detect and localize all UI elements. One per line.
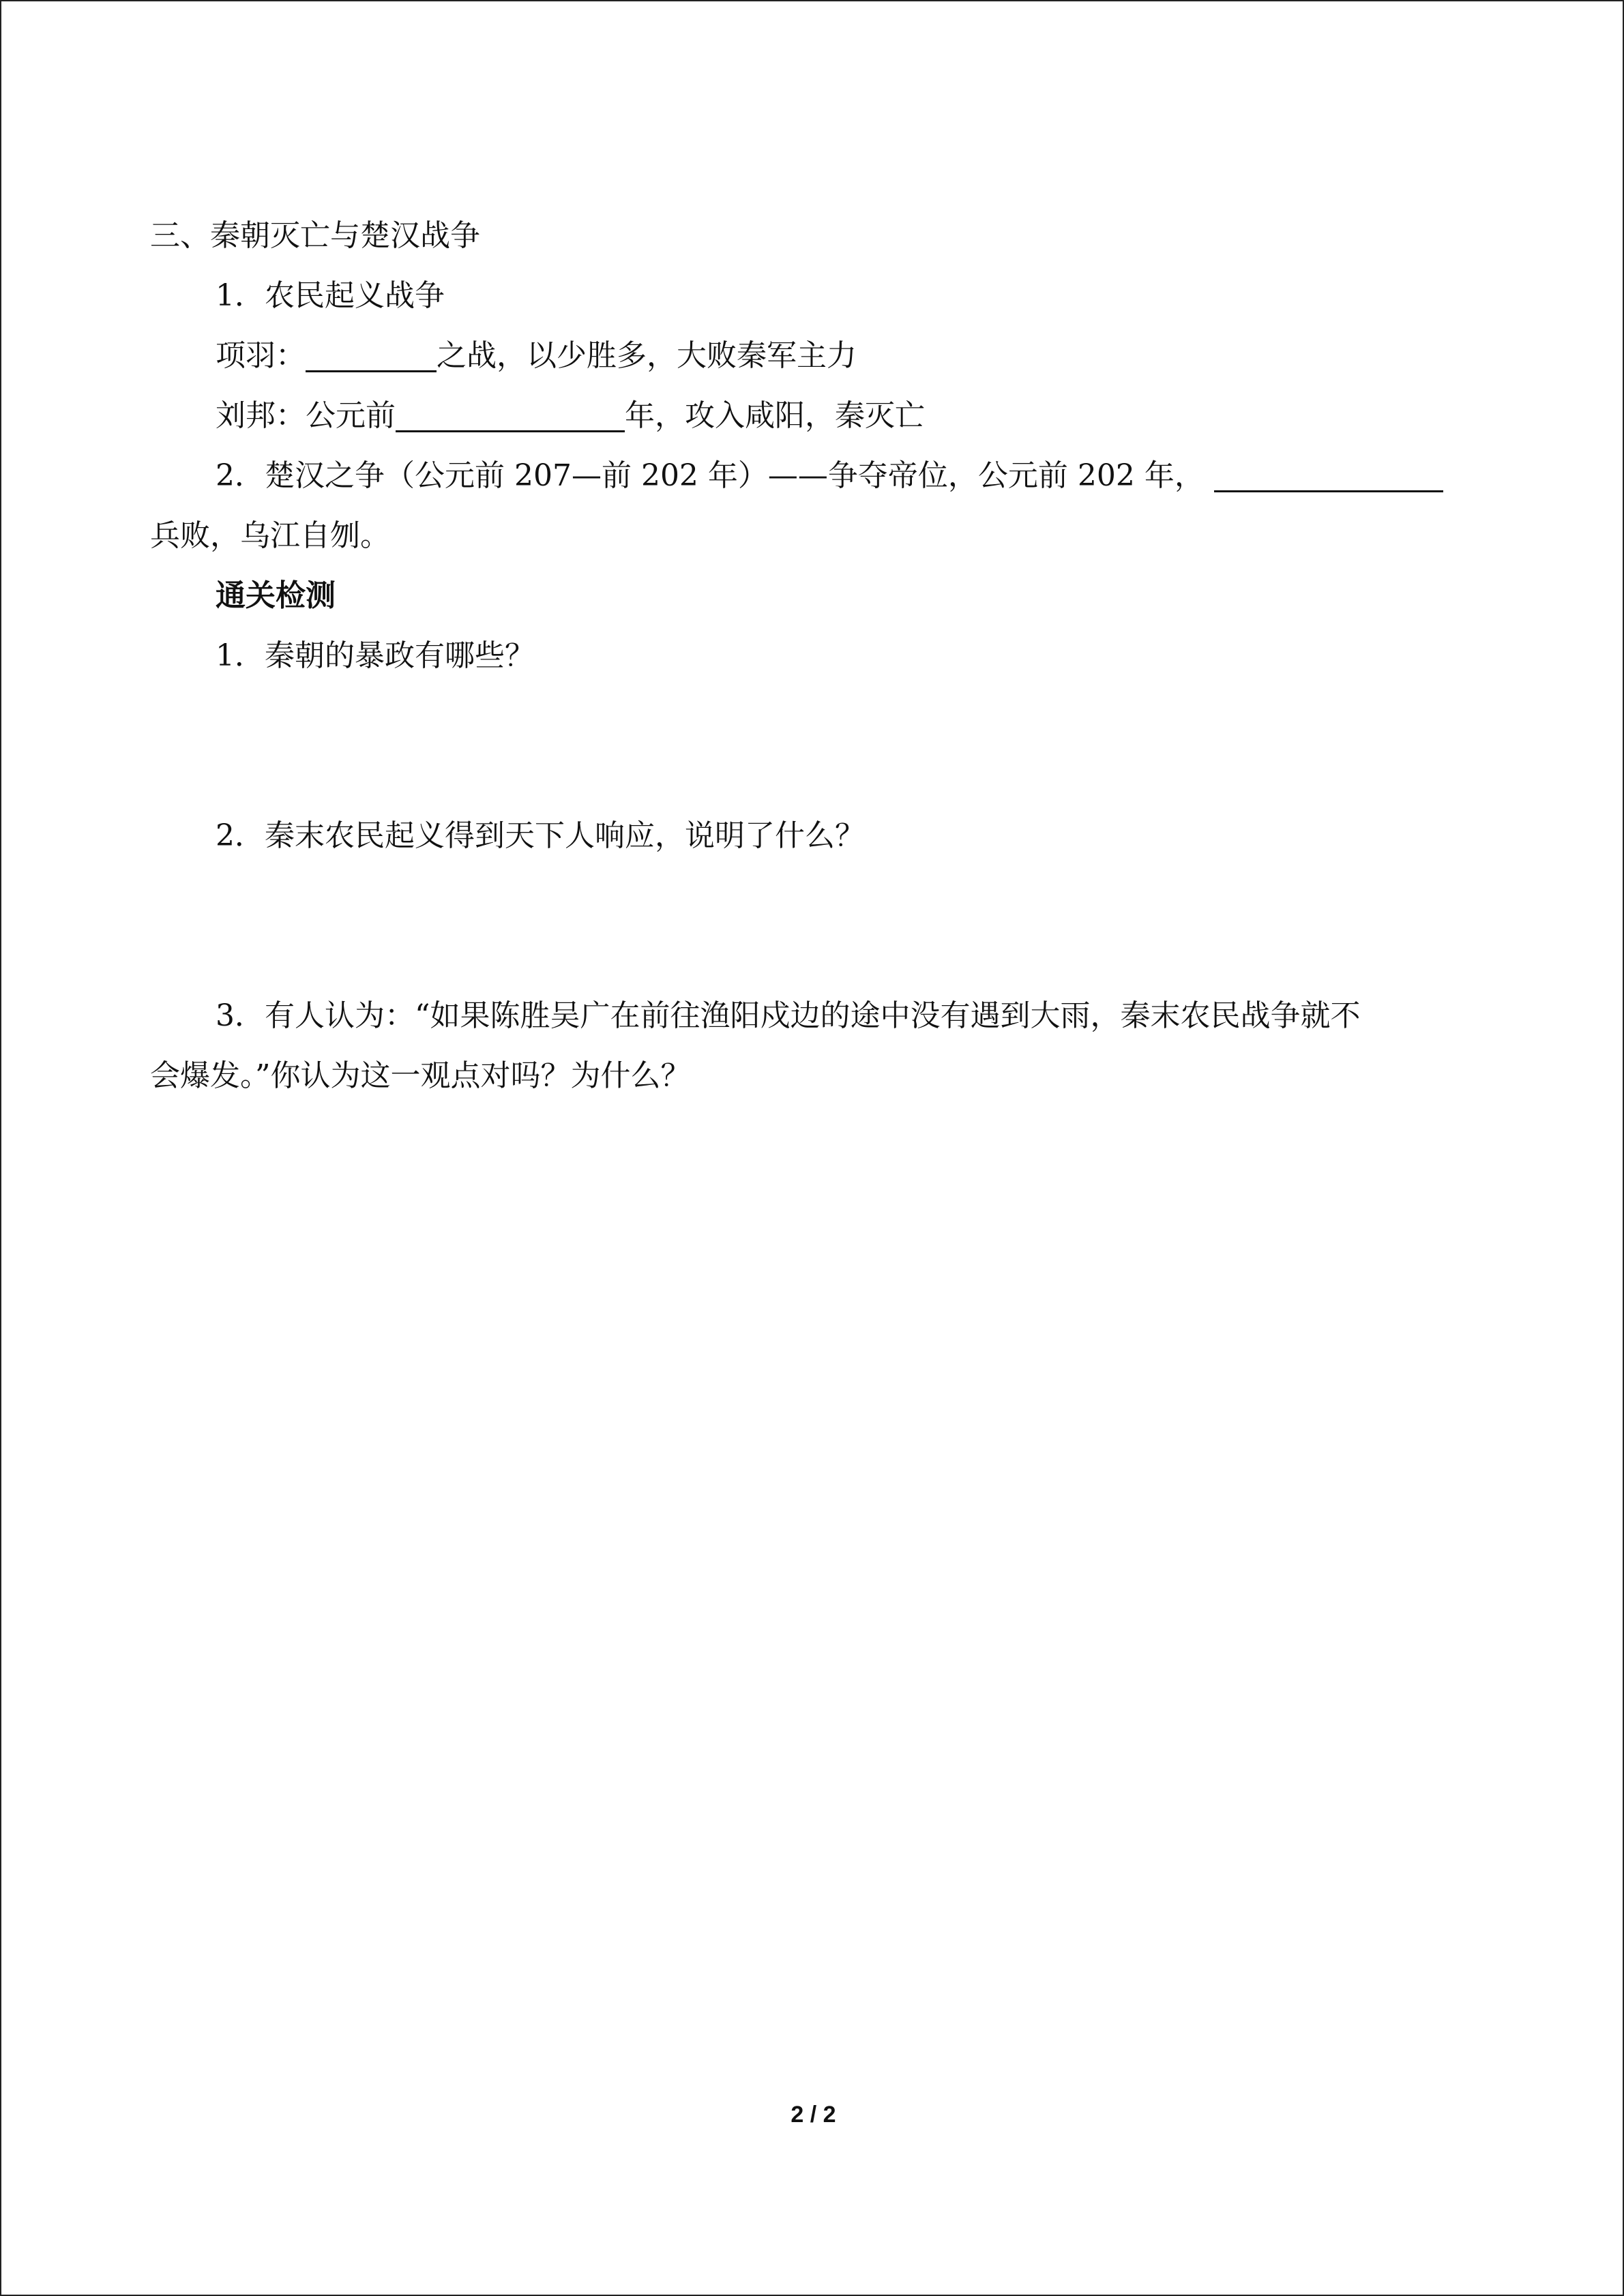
liubang-line <box>150 386 1480 446</box>
xiangyu-prefix: 项羽： <box>216 338 306 373</box>
chu-han-line <box>150 446 1480 506</box>
xiangyu-suffix: 之战，以少胜多，大败秦军主力 <box>437 338 857 373</box>
answer-space-1[interactable] <box>150 686 1480 806</box>
chu-han-continuation: 兵败，乌江自刎。 <box>150 518 390 553</box>
question-3-line-2: 会爆发。”你认为这一观点对吗？为什么？ <box>150 1058 691 1093</box>
question-1: 1．秦朝的暴政有哪些？ <box>216 638 535 673</box>
chu-han-text: 2．楚汉之争（公元前 207—前 202 年）——争夺帝位，公元前 202 年， <box>216 458 1205 493</box>
subsection-peasant-uprising: 1．农民起义战争 <box>216 278 445 313</box>
question-2: 2．秦末农民起义得到天下人响应，说明了什么？ <box>216 818 865 853</box>
liubang-prefix: 刘邦：公元前 <box>216 398 396 433</box>
question-3-line-1: 3．有人认为：“如果陈胜吴广在前往渔阳戍边的途中没有遇到大雨，秦末农民战争就不 <box>216 998 1361 1033</box>
liubang-suffix: 年，攻入咸阳，秦灭亡 <box>625 398 925 433</box>
document-content <box>150 206 1480 1106</box>
liubang-blank[interactable] <box>396 400 625 432</box>
chu-han-blank[interactable] <box>1214 460 1443 492</box>
xiangyu-blank[interactable] <box>306 340 437 372</box>
answer-space-2[interactable] <box>150 866 1480 986</box>
xiangyu-line <box>150 326 1480 386</box>
page-number: 2 / 2 <box>791 2102 836 2128</box>
section-heading: 三、秦朝灭亡与楚汉战争 <box>150 218 480 253</box>
check-title: 通关检测 <box>216 578 336 613</box>
